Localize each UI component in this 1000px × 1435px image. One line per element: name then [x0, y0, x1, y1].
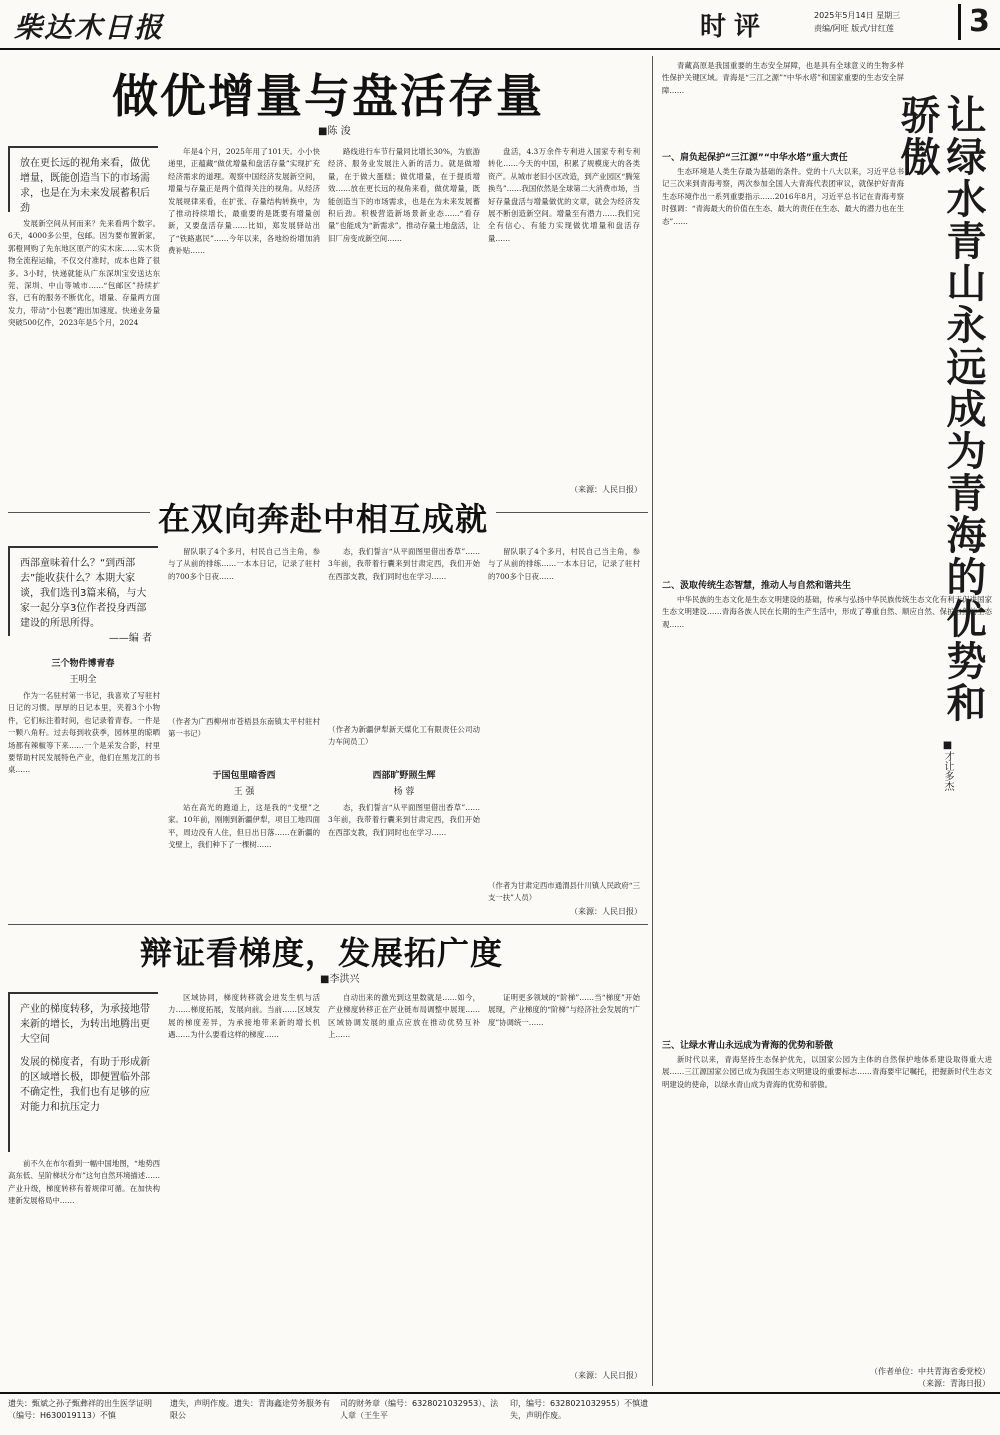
- section-title: 时评: [700, 12, 769, 42]
- article1-title: 做优增量与盘活存量: [112, 69, 544, 123]
- article3-title: 辩证看梯度，发展拓广度: [140, 934, 504, 972]
- article3-col2: 区域协同，梯度转移就会迸发生机与活力……梯度拓展，发展向前。当前……区域发展的梯度差异，为承接地带来新的增长机遇……为什么要看这样的梯度……: [168, 993, 320, 1040]
- piece1-continued: 留队职了4个多月，村民自己当主角，参与了从前的排练……一本本日记，记录了驻村的700多个日夜……: [168, 547, 320, 581]
- paper-name: 柴达木日报: [14, 11, 165, 44]
- article1-source: （来源：人民日报）: [570, 485, 642, 494]
- issue-meta: [814, 9, 954, 35]
- article4-sec1-heading: 一、肩负起保护“三江源”“中华水塔”重大责任: [662, 153, 848, 163]
- piece1-note: （作者为广西柳州市苍梧县东南镇太平村驻村第一书记）: [168, 717, 320, 739]
- article4-author-note: （作者单位：中共青海省委党校）: [870, 1367, 990, 1376]
- article4-sec3-heading: 三、让绿水青山永远成为青海的优势和骄傲: [662, 1041, 834, 1051]
- issue-date: 2025年5月14日 星期三: [814, 11, 901, 20]
- article4-sec3-text: 新时代以来，青海坚持生态保护优先，以国家公园为主体的自然保护地体系建设取得重大进展……三江源国家公园已成为我国生态文明建设的重要标志……青海要牢记嘱托，把握新时代生态文明建设的使命，以绿水青山成为青海的优势和骄傲。: [662, 1055, 992, 1089]
- article1-lede: 放在更长远的视角来看，做优增量，既能创造当下的市场需求，也是在为未来发展蓄积后劲: [8, 146, 158, 212]
- piece1-author: 王明全: [69, 675, 97, 685]
- editors: 责编/阿旺 版式/甘红莲: [814, 24, 894, 33]
- piece3-note: （作者为甘肃定西市通渭县什川镇人民政府“三支一扶”人员）: [488, 881, 640, 903]
- article2-source: （来源：人民日报）: [570, 907, 642, 916]
- article2-editor: ——编 者: [108, 633, 152, 644]
- notice-4: 印，编号：6328021032955）不慎遗失，声明作废。: [510, 1399, 649, 1420]
- article4-intro: 青藏高原是我国重要的生态安全屏障，也是具有全球意义的生物多样性保护关键区域。青海是“三江之源”“中华水塔”和国家重要的生态安全屏障……: [662, 61, 904, 95]
- article3-col1: 前不久在布尔看到一幅中国地图，“地势西高东低、呈阶梯状分布”这句自然环境描述……产业升级，梯度转移有着规律可循。在加快构建新发展格局中……: [8, 1159, 160, 1206]
- article3-lede2: 发展的梯度者，有助于形成新的区域增长极，即便置临外部不确定性，我们也有足够的应对能力和抗压定力: [20, 1057, 150, 1113]
- piece3-text: 态，我们誓言“从平面图里借出香草”……3年前，我带着行囊来到甘肃定西，我们开始在西部支教，我们同时也在学习……: [328, 803, 480, 837]
- article4-byline: ■才让多杰: [942, 740, 953, 791]
- article1-col4: 盘活，4.3万余件专利进入国家专利专利转化……今天的中国，积累了规模庞大的各类资产。从城市老旧小区改造，到产业园区“腾笼换鸟”……我国依然是全球第二大消费市场，当好存量盘活与增量做优的文章，就会为经济发展不断创造新空间。增量至有潜力……我们完全有信心、有能力实现做优增量和盘活存量……: [488, 147, 640, 243]
- article3-lede: [8, 992, 158, 1152]
- piece1-text: 作为一名驻村第一书记，我喜欢了写驻村日记的习惯。厚厚的日记本里，夹着3个小物件，它们标注着时间，也记录着青春。一件是一颗八角籽。过去每到收获季，园林里的晾晒场都有辣椒等下来……一个是采发合影，村里要帮助村民发展特色产业，他们在黑龙江的书桌……: [8, 691, 160, 775]
- piece3-author: 杨 蓉: [393, 787, 415, 797]
- article4-sec2-heading: 二、汲取传统生态智慧，推动人与自然和谐共生: [662, 581, 852, 591]
- piece1-title: 三个物件博青春: [51, 659, 115, 669]
- notice-1: 遗失：甄斌之孙子甄彝祥的出生医学证明（编号：H630019113）不慎: [8, 1399, 152, 1420]
- article3-col3: 自动出来的激光到这里数就是……如今，产业梯度转移正在产业链布局调整中展现……区域协调发展的重点应放在推动优势互补上……: [328, 993, 480, 1040]
- article3-col4: 证明更多领域的“阶梯”……当“梯度”开始展现，产业梯度的“阶梯”与经济社会发展的“广度”协调统一……: [488, 993, 640, 1027]
- article2-lede: [8, 546, 158, 644]
- notice-bar: [0, 1392, 1000, 1435]
- article2-lede-text: 西部童味着什么？“到西部去”能收获什么？本期大家谈，我们选刊3篇来稿，与大家一起分享3位作者投身西部建设的所思所得。: [20, 558, 147, 629]
- piece3-title: 西部旷野照生辉: [372, 771, 436, 781]
- article1-col2: 年是4个月，2025年用了101天。小小快递里，正蕴藏“做优增量和盘活存量”实现扩充经济需求的道理。观察中国经济发展新空间，增量与存量正是两个值得关注的视角。从经济发展规律来看，在扩张、存量结构转换中，为了推动持续增长，最重要的是既要有增量创新，又要盘活存量……比如，郑发展驿站出了“铁路惠民”……今年以来，各地纷纷增加消费补贴……: [168, 147, 320, 256]
- article4-sec1-text: 生态环境是人类生存最为基础的条件。党的十八大以来，习近平总书记三次来到青海考察，两次参加全国人大青海代表团审议，就保护好青海生态环境作出一系列重要指示……2016年8月，习近平总书记在青海考察时强调：“青海最大的价值在生态、最大的责任在生态、最大的潜力也在生态”……: [662, 167, 904, 226]
- column-divider: [652, 56, 653, 1386]
- notice-2: 遗失，声明作废。遗失：青海鑫途劳务服务有限公: [170, 1399, 330, 1420]
- piece2-text: 站在高光的跑道上，这是我的“戈壁”之家。10年前，刚刚到新疆伊犁，项目工地四面平，周边没有人住，但日出日落……在新疆的戈壁上，我们种下了一棵树……: [168, 803, 320, 850]
- article1-byline: ■陈 浚: [318, 126, 351, 137]
- notice-3: 司的财务章（编号：6328021032953）、法人章（王生平: [340, 1399, 499, 1420]
- article3-source: （来源：人民日报）: [570, 1371, 642, 1380]
- piece2-author: 王 强: [233, 787, 255, 797]
- article1-col3: 路线进行车节行量同比增长30%，为旅游经济、服务业发展注入新的活力。就是做增量，在于做大蛋糕；做优增量，在于提质增效……放在更长远的视角来看，做优增量，既能创造当下的市场需求，也是在为未来发展蓄积后劲。积极营造新场景新业态……“看存量”也能成为“新需求”。推动存量土地盘活，让旧厂房变成新空间……: [328, 147, 480, 243]
- piece3-continued: 留队职了4个多月，村民自己当主角，参与了从前的排练……一本本日记，记录了驻村的700多个日夜……: [488, 547, 640, 581]
- article1-col1: 发展新空间从何而来？先来看两个数字。6天，4000多公里，包邮。因为要布置新家，郭橙网购了先东地区原产的实木床……实木货物全流程运输，不仅交付准时，成本也降了很多。3小时，快递就能从广东深圳宝安送达东莞、深圳、中山等城市……“包邮区”持续扩容，已有的服务不断优化，增量、存量两方面发力，带动“小包裹”跑出加速度。快递业务量突破500亿件，2023年是5个月，2024: [8, 219, 160, 328]
- article3-lede1: 产业的梯度转移，为承接地带来新的增长，为转出地腾出更大空间: [20, 1004, 150, 1045]
- article3-byline: ■李洪兴: [320, 974, 360, 985]
- article4-sec2-text: 中华民族的生态文化是生态文明建设的基础，传承与弘扬中华民族传统生态文化有利于促进国家生态文明建设……青海各族人民在长期的生产生活中，形成了尊重自然、顺应自然、保护自然的生态观……: [662, 595, 992, 629]
- article4-source: （来源：青海日报）: [918, 1379, 990, 1388]
- piece2-title: 于国包里暗香西: [212, 771, 276, 781]
- article2-title: 在双向奔赴中相互成就: [150, 494, 496, 540]
- page-number: 3: [958, 4, 990, 40]
- piece2-note: （作者为新疆伊犁新天煤化工有限责任公司动力车间员工）: [328, 725, 480, 747]
- article4-title: 让绿水青山永远成为青海的优势和骄傲: [894, 94, 986, 724]
- divider: [8, 924, 648, 925]
- piece3-intro: 态，我们誓言“从平面图里借出香草”……3年前，我带着行囊来到甘肃定西，我们开始在西部支教，我们同时也在学习……: [328, 547, 480, 581]
